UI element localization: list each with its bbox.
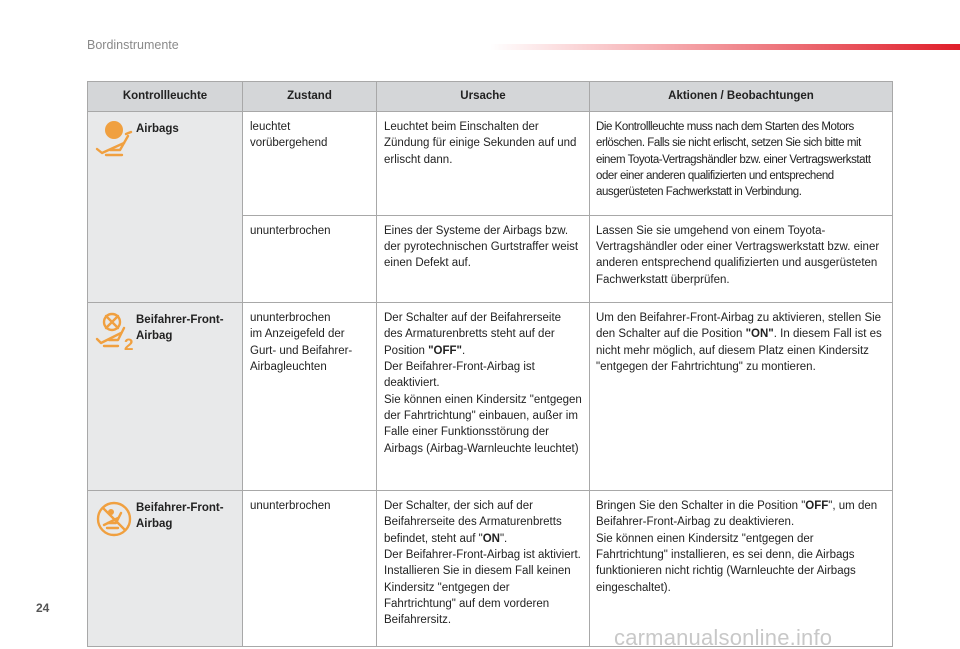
zustand-cell: ununterbrochen: [243, 490, 377, 646]
watermark: carmanualsonline.info: [614, 625, 833, 649]
header-accent-bar: [490, 44, 960, 50]
lamp-name: Beifahrer-Front-Airbag: [136, 313, 224, 343]
ursache-cell: [377, 302, 590, 490]
passenger-airbag-on-icon: [88, 499, 136, 544]
ursache-cell: Eines der Systeme der Airbags bzw. der pyrotechnischen Gurtstraffer weist einen Defekt auf.: [377, 215, 590, 302]
column-header-ursache: Ursache: [377, 82, 590, 112]
lamp-name: Airbags: [136, 123, 179, 135]
lamp-name: Beifahrer-Front-Airbag: [136, 501, 224, 531]
column-header-zustand: Zustand: [243, 82, 377, 112]
table-row: [88, 302, 893, 490]
column-header-kontrollleuchte: Kontrollleuchte: [88, 82, 243, 112]
table-row: [88, 490, 893, 646]
warning-lamp-table: [87, 81, 893, 647]
ursache-line: Der Beifahrer-Front-Airbag ist deaktiviert.: [384, 360, 535, 390]
lamp-cell-passenger-airbag-on: [88, 490, 243, 646]
column-header-aktionen: Aktionen / Beobachtungen: [590, 82, 893, 112]
airbag-warning-icon: [88, 120, 136, 165]
zustand-cell: ununterbrochen: [243, 215, 377, 302]
aktion-cell: Lassen Sie sie umgehend von einem Toyota-Vertragshändler oder einer Vertragswerkstatt bzw. einer anderen entsprechend qualifizierten und ausgerüsteten Fachwerkstatt überprüfen.: [590, 215, 893, 302]
lamp-cell-airbags: [88, 112, 243, 303]
zustand-cell: [243, 302, 377, 490]
ursache-line: Der Schalter auf der Beifahrerseite des Armaturenbretts steht auf der Position "OFF".: [384, 311, 562, 357]
table-row: [88, 112, 893, 216]
ursache-cell: [377, 490, 590, 646]
zustand-line: im Anzeigefeld der Gurt- und Beifahrer-Airbagleuchten: [250, 328, 353, 373]
ursache-line: Sie können einen Kindersitz "entgegen der Fahrtrichtung" einbauen, außer im Falle einer Funktionsstörung der Airbags (Airbag-Warnleuchte leuchtet): [384, 393, 582, 455]
ursache-line: Der Schalter, der sich auf der Beifahrerseite des Armaturenbretts befindet, steht auf "ON".: [384, 499, 562, 545]
page-number: 24: [36, 601, 50, 615]
table-header-row: [88, 82, 893, 112]
passenger-airbag-off-icon: [88, 311, 136, 358]
ursache-line: Installieren Sie in diesem Fall keinen Kindersitz "entgegen der Fahrtrichtung" auf dem vorderen Beifahrersitz.: [384, 565, 571, 627]
aktion-line: Bringen Sie den Schalter in die Position "OFF", um den Beifahrer-Front-Airbag zu deaktivieren.: [596, 499, 878, 529]
zustand-cell: leuchtet vorübergehend: [243, 112, 377, 216]
aktion-cell: Die Kontrollleuchte muss nach dem Starten des Motors erlöschen. Falls sie nicht erlischt, setzen Sie sich bitte mit einem Toyota-Vertragshändler bzw. einer Vertragswerkstatt oder einer anderen qualifizierten und entsprechend ausgerüsteten Fachwerkstatt in Verbindung.: [590, 112, 893, 216]
aktion-cell: [590, 302, 893, 490]
lamp-cell-passenger-airbag-off: [88, 302, 243, 490]
aktion-line: Sie können einen Kindersitz "entgegen der Fahrtrichtung" installieren, es sei denn, die Airbags funktionieren nicht richtig (Warnleuchte der Airbags eingeschaltet).: [596, 532, 856, 594]
aktion-line: Um den Beifahrer-Front-Airbag zu aktivieren, stellen Sie den Schalter auf die Position "ON". In diesem Fall ist es nicht mehr möglich, auf diesem Platz einen Kindersitz "entgegen der Fahrtrichtung" zu montieren.: [596, 311, 882, 373]
ursache-cell: Leuchtet beim Einschalten der Zündung für einige Sekunden auf und erlischt dann.: [377, 112, 590, 216]
aktion-cell: [590, 490, 893, 646]
zustand-line: ununterbrochen: [250, 311, 331, 324]
svg-text:2: 2: [124, 334, 134, 353]
section-title: Bordinstrumente: [87, 38, 179, 52]
ursache-line: Der Beifahrer-Front-Airbag ist aktiviert.: [384, 548, 581, 561]
